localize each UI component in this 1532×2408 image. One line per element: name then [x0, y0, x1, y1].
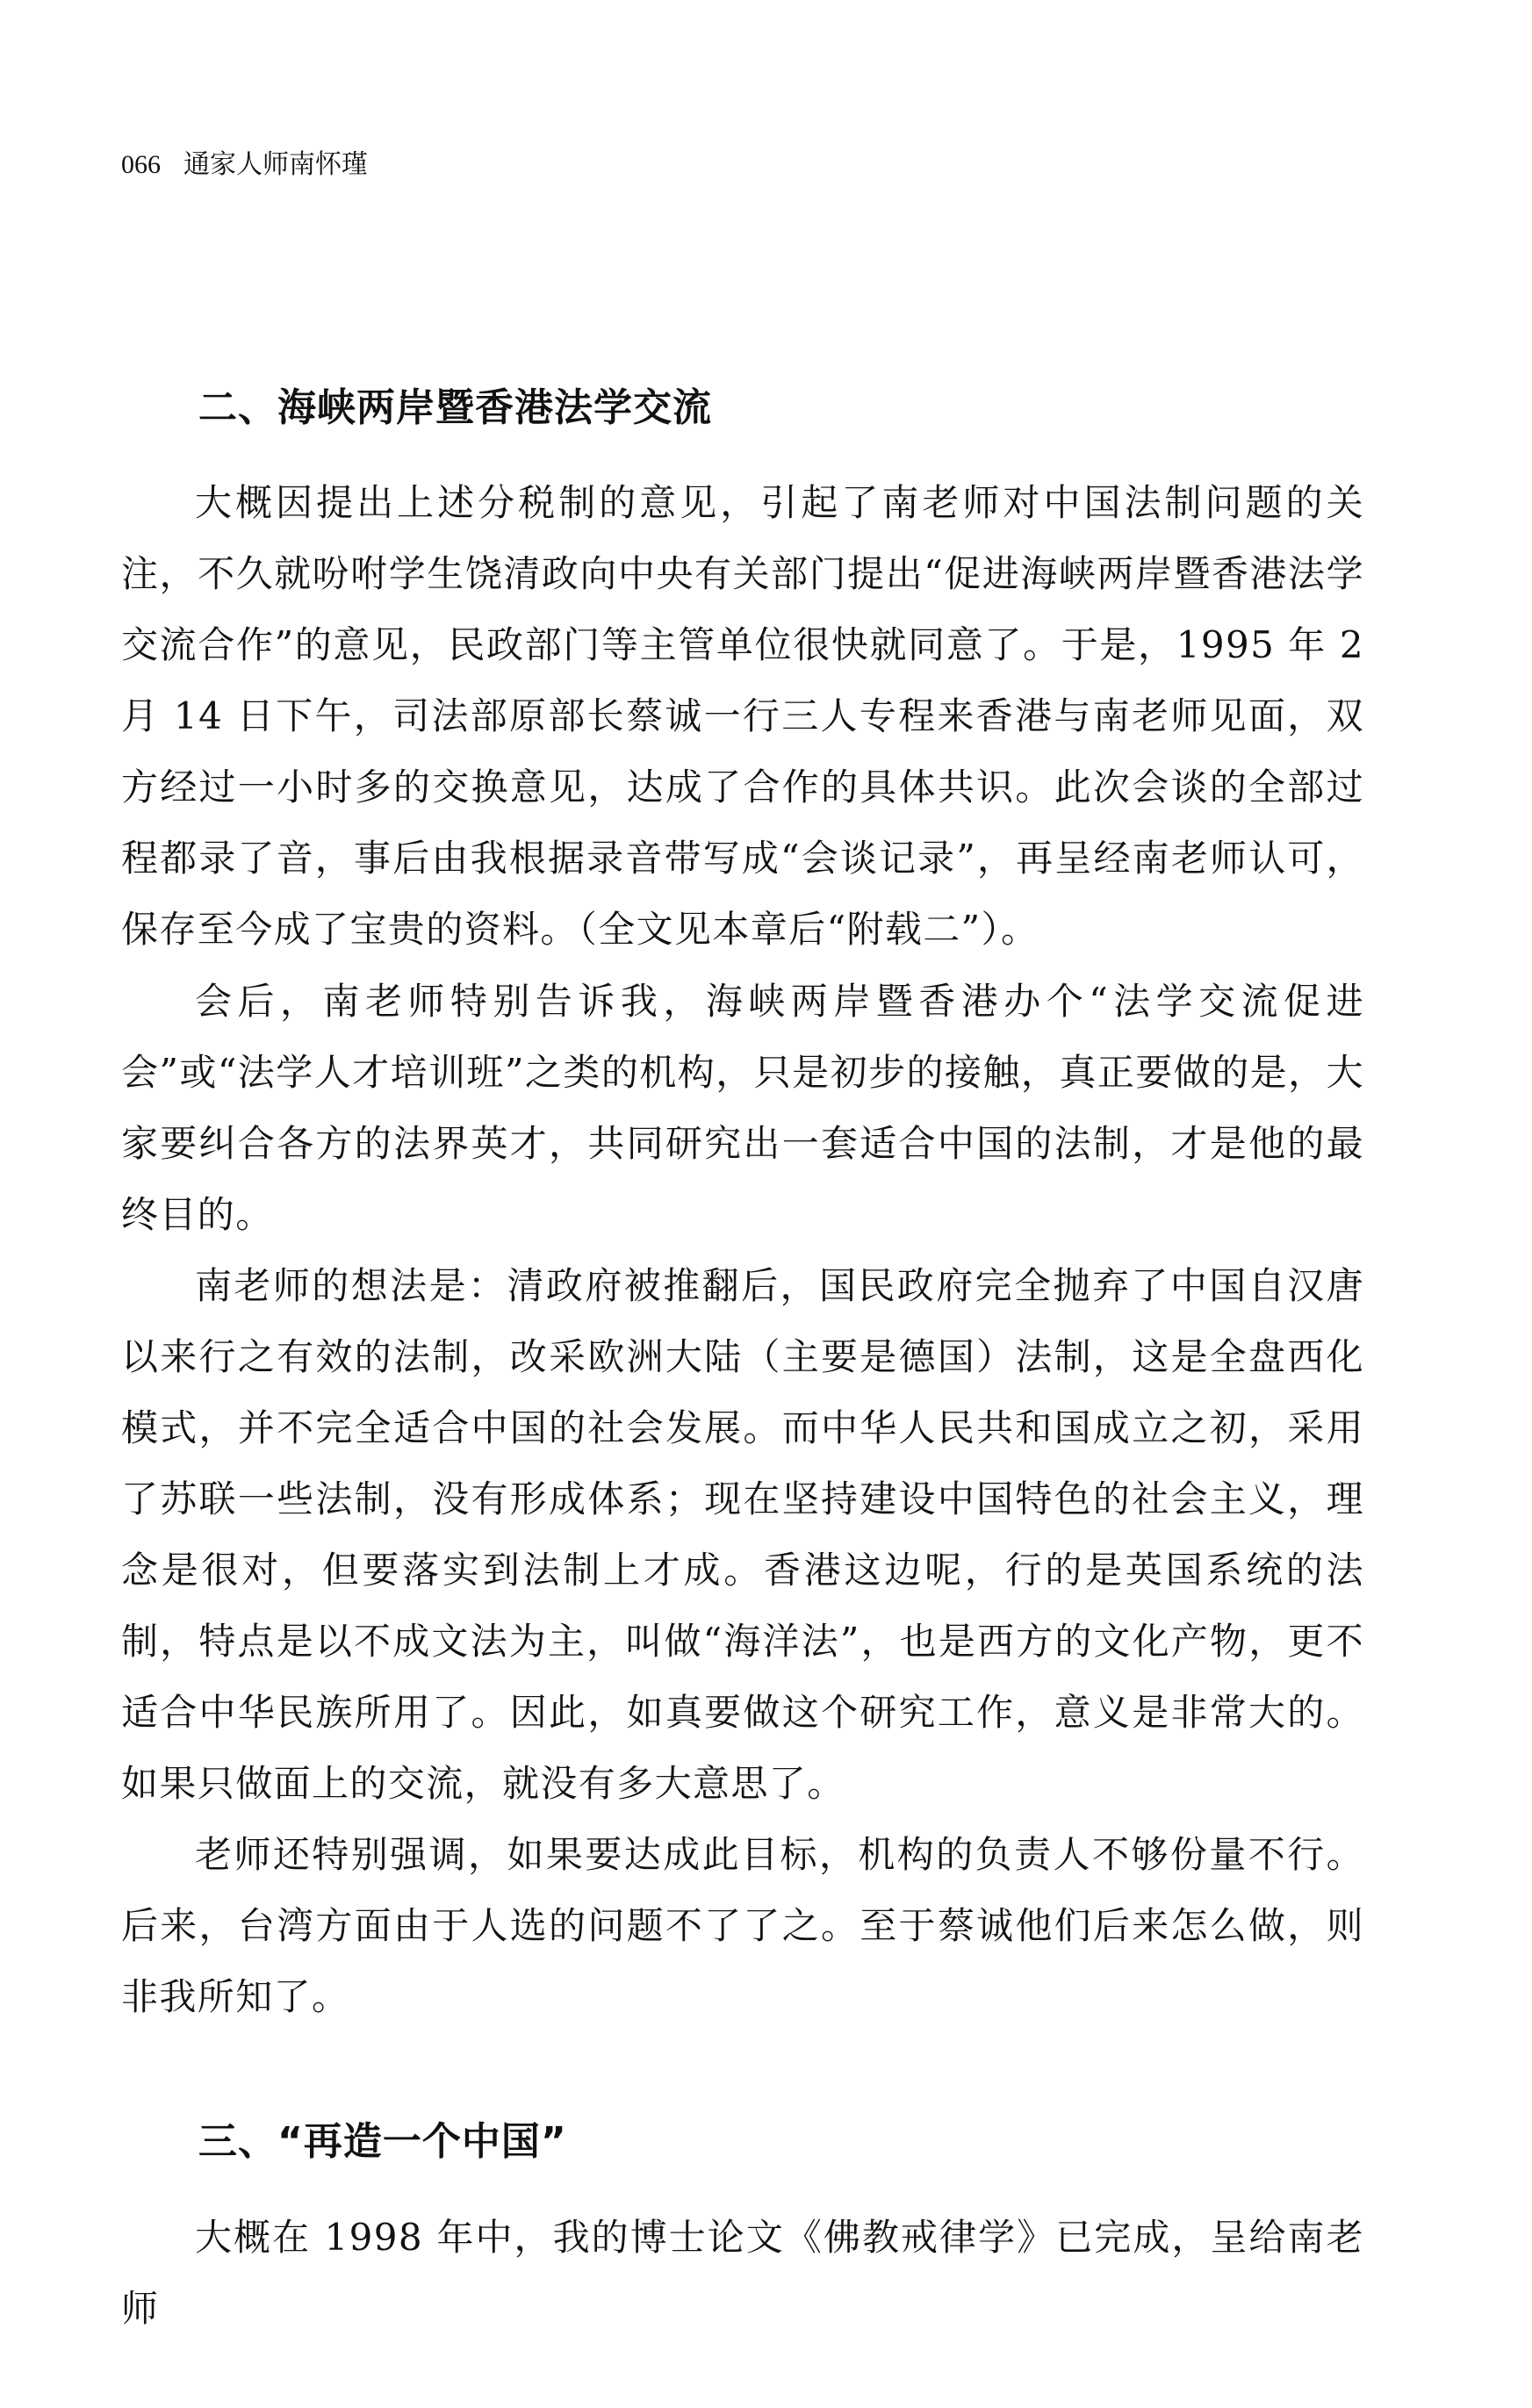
body-paragraph: 大概在 1998 年中，我的博士论文《佛教戒律学》已完成，呈给南老师	[121, 2216, 1364, 2330]
body-paragraph: 会后，南老师特别告诉我，海峡两岸暨香港办个“法学交流促进会”或“法学人才培训班”之类的机构，只是初步的接触，真正要做的是，大家要纠合各方的法界英才，共同研究出一套适合中国的法制，才是他的最终目的。	[121, 980, 1364, 1236]
running-head	[121, 147, 368, 183]
section-heading-2: 二、海峡两岸暨香港法学交流	[198, 385, 712, 430]
book-title: 通家人师南怀瑾	[183, 150, 368, 179]
body-paragraph: 老师还特别强调，如果要达成此目标，机构的负责人不够份量不行。后来，台湾方面由于人选的问题不了了之。至于蔡诚他们后来怎么做，则非我所知了。	[121, 1833, 1364, 2018]
body-paragraph: 大概因提出上述分税制的意见，引起了南老师对中国法制问题的关注，不久就吩咐学生饶清政向中央有关部门提出“促进海峡两岸暨香港法学交流合作”的意见，民政部门等主管单位很快就同意了。于是，1995 年 2 月 14 日下午，司法部原部长蔡诚一行三人专程来香港与南老师见面，双方经过一小时多的交换意见，达成了合作的具体共识。此次会谈的全部过程都录了音，事后由我根据录音带写成“会谈记录”，再呈经南老师认可，保存至今成了宝贵的资料。（全文见本章后“附载二”）。	[121, 481, 1364, 951]
section-heading-3: 三、“再造一个中国”	[198, 2119, 567, 2164]
page-number: 066	[121, 150, 161, 179]
body-paragraph: 南老师的想法是：清政府被推翻后，国民政府完全抛弃了中国自汉唐以来行之有效的法制，改采欧洲大陆（主要是德国）法制，这是全盘西化模式，并不完全适合中国的社会发展。而中华人民共和国成立之初，采用了苏联一些法制，没有形成体系；现在坚持建设中国特色的社会主义，理念是很对，但要落实到法制上才成。香港这边呢，行的是英国系统的法制，特点是以不成文法为主，叫做“海洋法”，也是西方的文化产物，更不适合中华民族所用了。因此，如真要做这个研究工作，意义是非常大的。如果只做面上的交流，就没有多大意思了。	[121, 1264, 1364, 1805]
